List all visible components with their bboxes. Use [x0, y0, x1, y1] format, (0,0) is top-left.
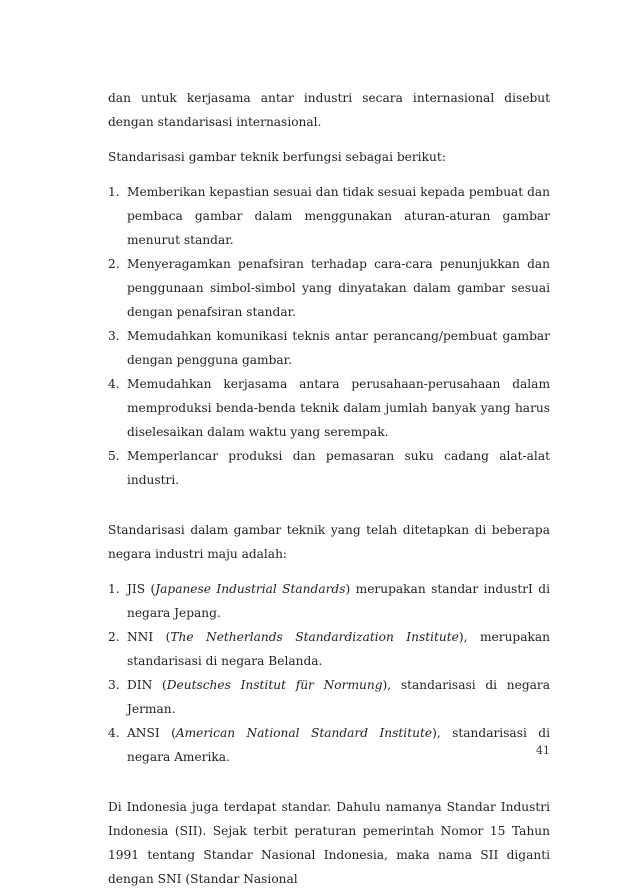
list-item: [108, 625, 550, 673]
standard-description: ), merupakan standarisasi di negara Belanda.: [127, 630, 550, 668]
standard-paren-open: (: [145, 582, 156, 596]
list-item-number: 1.: [108, 582, 120, 596]
list-item: [108, 577, 550, 625]
standard-full-name: The Netherlands Standardization Institute: [170, 630, 459, 644]
standard-full-name: Japanese Industrial Standards: [155, 582, 346, 596]
paragraph-functions-heading: Standarisasi gambar teknik berfungsi sebagai berikut:: [108, 150, 446, 164]
standard-description: ), standarisasi di negara Jerman.: [127, 678, 550, 716]
list-item: [108, 444, 550, 492]
standard-description: ), standarisasi di negara Amerika.: [127, 726, 550, 764]
list-item-number: 4.: [108, 726, 120, 740]
standard-code: DIN: [127, 678, 153, 692]
standard-description: ) merupakan standar industrI di negara Jepang.: [127, 582, 550, 620]
list-item: [108, 372, 550, 444]
list-item-text: Memudahkan kerjasama antara perusahaan-perusahaan dalam memproduksi benda-benda teknik dalam jumlah banyak yang harus diselesaikan dalam waktu yang serempak.: [127, 377, 550, 439]
list-item-text: Memudahkan komunikasi teknis antar perancang/pembuat gambar dengan pengguna gambar.: [127, 329, 550, 367]
list-item: [108, 721, 550, 769]
standards-list: [108, 577, 550, 769]
standard-code: ANSI: [127, 726, 160, 740]
list-item-number: 3.: [108, 678, 120, 692]
list-item: [108, 324, 550, 372]
standard-paren-open: (: [159, 726, 176, 740]
paragraph-intro: dan untuk kerjasama antar industri secara internasional disebut dengan standarisasi internasional.: [108, 91, 550, 129]
list-item-text: Menyeragamkan penafsiran terhadap cara-cara penunjukkan dan penggunaan simbol-simbol yang dinyatakan dalam gambar sesuai dengan penafsiran standar.: [127, 257, 550, 319]
standard-full-name: Deutsches Institut für Normung: [166, 678, 383, 692]
page-body: [108, 86, 550, 891]
functions-list: [108, 180, 550, 492]
page-number: 41: [536, 744, 550, 757]
standard-paren-open: (: [152, 678, 167, 692]
paragraph-indonesia: Di Indonesia juga terdapat standar. Dahulu namanya Standar Industri Indonesia (SII). Sejak terbit peraturan pemerintah Nomor 15 Tahun 1991 tentang Standar Nasional Indonesia, maka nama SII diganti dengan SNI (Standar Nasional: [108, 800, 550, 886]
list-item-number: 2.: [108, 257, 120, 271]
standard-code: NNI: [127, 630, 154, 644]
list-item: [108, 180, 550, 252]
list-item: [108, 252, 550, 324]
list-item-text: Memperlancar produksi dan pemasaran suku cadang alat-alat industri.: [127, 449, 550, 487]
list-item-number: 4.: [108, 377, 120, 391]
list-item-number: 1.: [108, 185, 120, 199]
list-item-number: 3.: [108, 329, 120, 343]
list-item-number: 5.: [108, 449, 120, 463]
list-item-number: 2.: [108, 630, 120, 644]
standard-paren-open: (: [153, 630, 171, 644]
list-item: [108, 673, 550, 721]
list-item-text: Memberikan kepastian sesuai dan tidak sesuai kepada pembuat dan pembaca gambar dalam menggunakan aturan-aturan gambar menurut standar.: [127, 185, 550, 247]
paragraph-standards-heading: Standarisasi dalam gambar teknik yang telah ditetapkan di beberapa negara industri maju adalah:: [108, 523, 550, 561]
standard-full-name: American National Standard Institute: [175, 726, 433, 740]
standard-code: JIS: [127, 582, 146, 596]
